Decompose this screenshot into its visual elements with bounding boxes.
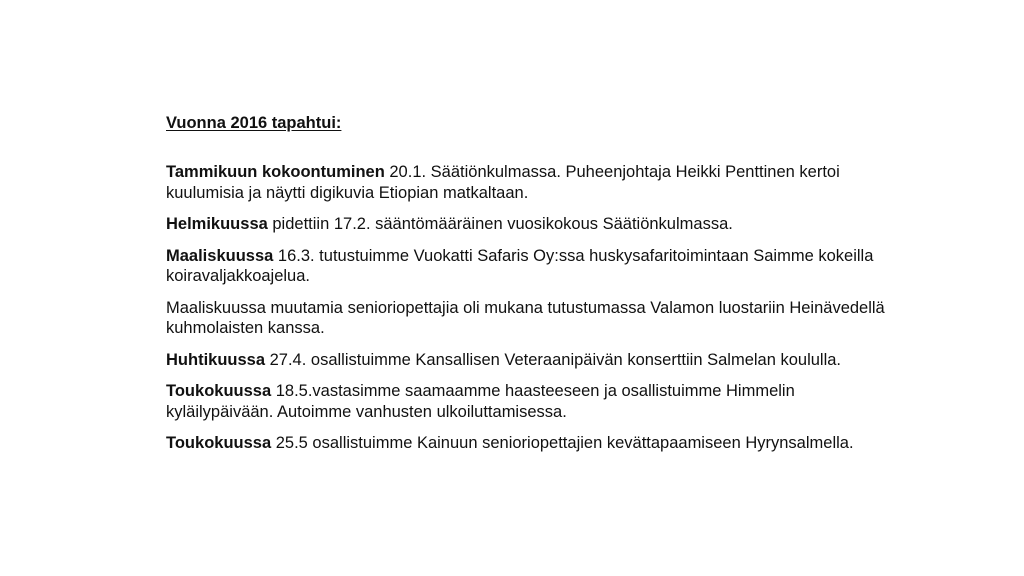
entry-text: 20.1. Säätiönkulmassa. Puheenjohtaja Heikki Penttinen kertoi kuulumisia ja näytti digikuvia Etiopian matkaltaan.: [166, 163, 840, 202]
event-entry-march: [166, 246, 906, 287]
entry-lead: Huhtikuussa: [166, 350, 266, 369]
entry-lead: Maaliskuussa: [166, 246, 274, 265]
entry-lead: Toukokuussa: [166, 382, 272, 400]
entry-text: 18.5.vastasimme saamaamme haasteeseen ja osallistuimme Himmelin kyläilypäivään. Autoimme vanhusten ulkoiluttamisessa.: [166, 382, 795, 421]
document-page: [166, 112, 906, 465]
event-entry-february: [166, 214, 906, 235]
event-entry-may-himmeli: [166, 381, 906, 422]
entry-lead: Tammikuun kokoontuminen: [166, 163, 385, 181]
entry-text: 16.3. tutustuimme Vuokatti Safaris Oy:ssa huskysafaritoimintaan Saimme kokeilla koiravaljakkoajelua.: [166, 246, 874, 285]
entry-text: 25.5 osallistuimme Kainuun senioriopettajien kevättapaamiseen Hyrynsalmella.: [271, 434, 854, 452]
entry-lead: Toukokuussa: [166, 434, 272, 452]
event-entry-may-kainuu: [166, 433, 906, 454]
event-entry-january: [166, 162, 906, 203]
entry-lead: Helmikuussa: [166, 215, 268, 233]
event-entry-april: [166, 350, 906, 371]
entry-text: pidettiin 17.2. sääntömääräinen vuosikokous Säätiönkulmassa.: [267, 215, 733, 233]
event-entry-march-valamo: [166, 298, 906, 339]
page-heading: Vuonna 2016 tapahtui:: [166, 114, 342, 132]
entry-text: Maaliskuussa muutamia senioriopettajia oli mukana tutustumassa Valamon luostariin Heinävedellä kuhmolaisten kanssa.: [166, 298, 885, 337]
entry-text: 27.4. osallistuimme Kansallisen Veteraanipäivän konserttiin Salmelan koululla.: [265, 350, 842, 369]
